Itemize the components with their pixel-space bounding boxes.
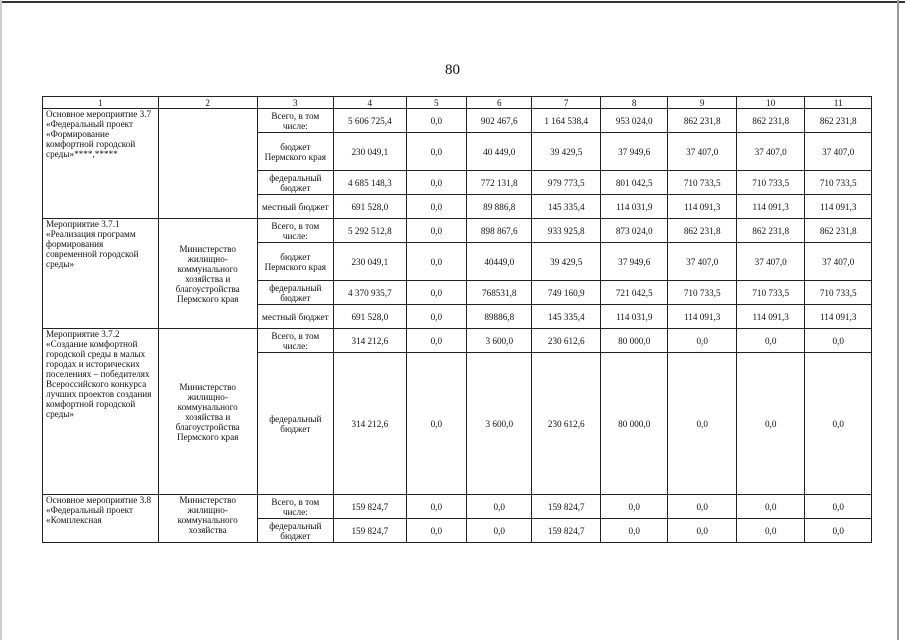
scan-top-border: [0, 1, 905, 3]
amount-cell: 89 886,8: [467, 195, 532, 219]
responsible-executor: [158, 109, 257, 219]
amount-cell: 0,0: [736, 329, 804, 353]
funding-source: Всего, в том числе:: [257, 495, 334, 519]
amount-cell: 0,0: [406, 133, 466, 171]
responsible-executor: Министерство жилищно-коммунального хозяйства и благоустройства Пермского края: [158, 329, 257, 495]
budget-table: [42, 96, 872, 543]
page-number: 80: [445, 62, 460, 78]
amount-cell: 710 733,5: [805, 281, 872, 305]
amount-cell: 0,0: [805, 329, 872, 353]
amount-cell: 0,0: [736, 519, 804, 543]
funding-source: федеральный бюджет: [257, 171, 334, 195]
amount-cell: 0,0: [406, 329, 466, 353]
funding-source: Всего, в том числе:: [257, 219, 334, 243]
amount-cell: 39 429,5: [532, 243, 600, 281]
amount-cell: 710 733,5: [805, 171, 872, 195]
amount-cell: 5 292 512,8: [334, 219, 407, 243]
table-row: [43, 495, 872, 519]
amount-cell: 89886,8: [467, 305, 532, 329]
header-cell: 2: [158, 97, 257, 109]
header-cell: 3: [257, 97, 334, 109]
amount-cell: 80 000,0: [600, 329, 667, 353]
amount-cell: 0,0: [600, 495, 667, 519]
amount-cell: 710 733,5: [668, 171, 736, 195]
header-cell: 10: [736, 97, 804, 109]
funding-source: федеральный бюджет: [257, 519, 334, 543]
amount-cell: 0,0: [600, 519, 667, 543]
amount-cell: 114 091,3: [668, 195, 736, 219]
amount-cell: 0,0: [406, 495, 466, 519]
amount-cell: 0,0: [467, 519, 532, 543]
scan-left-edge: [0, 0, 2, 640]
measure-name: Мероприятие 3.7.2 «Создание комфортной городской среды в малых городах и исторических поселениях – победителях Всероссийского конкурса лучших проектов создания комфортной городской среды»: [43, 329, 159, 495]
amount-cell: 37 407,0: [805, 133, 872, 171]
amount-cell: 114 091,3: [805, 305, 872, 329]
amount-cell: 39 429,5: [532, 133, 600, 171]
amount-cell: 0,0: [406, 281, 466, 305]
amount-cell: 40 449,0: [467, 133, 532, 171]
amount-cell: 862 231,8: [668, 109, 736, 133]
amount-cell: 0,0: [406, 109, 466, 133]
amount-cell: 40449,0: [467, 243, 532, 281]
header-cell: 5: [406, 97, 466, 109]
amount-cell: 953 024,0: [600, 109, 667, 133]
funding-source: Всего, в том числе:: [257, 329, 334, 353]
amount-cell: 768531,8: [467, 281, 532, 305]
amount-cell: 0,0: [406, 219, 466, 243]
header-cell: 6: [467, 97, 532, 109]
header-cell: 8: [600, 97, 667, 109]
amount-cell: 114 031,9: [600, 195, 667, 219]
amount-cell: 0,0: [406, 305, 466, 329]
amount-cell: 314 212,6: [334, 329, 407, 353]
amount-cell: 114 091,3: [668, 305, 736, 329]
amount-cell: 862 231,8: [736, 109, 804, 133]
amount-cell: 0,0: [406, 171, 466, 195]
funding-source: федеральный бюджет: [257, 281, 334, 305]
measure-name: Мероприятие 3.7.1 «Реализация программ формирования современной городской среды»: [43, 219, 159, 329]
amount-cell: 710 733,5: [736, 281, 804, 305]
amount-cell: 37 407,0: [668, 243, 736, 281]
amount-cell: 873 024,0: [600, 219, 667, 243]
amount-cell: 0,0: [668, 495, 736, 519]
amount-cell: 114 091,3: [805, 195, 872, 219]
funding-source: бюджет Пермского края: [257, 133, 334, 171]
amount-cell: 0,0: [736, 495, 804, 519]
header-cell: 11: [805, 97, 872, 109]
amount-cell: 0,0: [736, 353, 804, 495]
amount-cell: 0,0: [805, 353, 872, 495]
amount-cell: 159 824,7: [334, 495, 407, 519]
responsible-executor: Министерство жилищно-коммунального хозяйства: [158, 495, 257, 543]
table-row: [43, 219, 872, 243]
amount-cell: 114 091,3: [736, 305, 804, 329]
amount-cell: 230 049,1: [334, 133, 407, 171]
amount-cell: 37 407,0: [668, 133, 736, 171]
responsible-executor: Министерство жилищно-коммунального хозяйства и благоустройства Пермского края: [158, 219, 257, 329]
amount-cell: 4 370 935,7: [334, 281, 407, 305]
amount-cell: 4 685 148,3: [334, 171, 407, 195]
header-cell: 1: [43, 97, 159, 109]
amount-cell: 114 031,9: [600, 305, 667, 329]
scan-right-edge: [897, 0, 899, 640]
amount-cell: 979 773,5: [532, 171, 600, 195]
amount-cell: 230 612,6: [532, 353, 600, 495]
header-cell: 7: [532, 97, 600, 109]
funding-source: бюджет Пермского края: [257, 243, 334, 281]
amount-cell: 159 824,7: [532, 519, 600, 543]
amount-cell: 0,0: [406, 195, 466, 219]
amount-cell: 710 733,5: [736, 171, 804, 195]
amount-cell: 1 164 538,4: [532, 109, 600, 133]
amount-cell: 0,0: [406, 243, 466, 281]
amount-cell: 691 528,0: [334, 305, 407, 329]
header-row: [43, 97, 872, 109]
amount-cell: 0,0: [406, 519, 466, 543]
amount-cell: 0,0: [805, 495, 872, 519]
funding-source: Всего, в том числе:: [257, 109, 334, 133]
amount-cell: 159 824,7: [532, 495, 600, 519]
table-row: [43, 109, 872, 133]
amount-cell: 691 528,0: [334, 195, 407, 219]
funding-source: местный бюджет: [257, 195, 334, 219]
amount-cell: 37 407,0: [805, 243, 872, 281]
header-cell: 9: [668, 97, 736, 109]
amount-cell: 0,0: [668, 519, 736, 543]
measure-name: Основное мероприятие 3.8 «Федеральный проект «Комплексная: [43, 495, 159, 543]
amount-cell: 37 949,6: [600, 133, 667, 171]
amount-cell: 772 131,8: [467, 171, 532, 195]
amount-cell: 801 042,5: [600, 171, 667, 195]
funding-source: федеральный бюджет: [257, 353, 334, 495]
amount-cell: 145 335,4: [532, 195, 600, 219]
amount-cell: 37 407,0: [736, 243, 804, 281]
amount-cell: 0,0: [406, 353, 466, 495]
amount-cell: 862 231,8: [805, 219, 872, 243]
amount-cell: 37 407,0: [736, 133, 804, 171]
amount-cell: 145 335,4: [532, 305, 600, 329]
amount-cell: 0,0: [467, 495, 532, 519]
amount-cell: 0,0: [805, 519, 872, 543]
amount-cell: 862 231,8: [736, 219, 804, 243]
amount-cell: 0,0: [668, 329, 736, 353]
amount-cell: 114 091,3: [736, 195, 804, 219]
amount-cell: 902 467,6: [467, 109, 532, 133]
amount-cell: 0,0: [668, 353, 736, 495]
amount-cell: 3 600,0: [467, 353, 532, 495]
amount-cell: 721 042,5: [600, 281, 667, 305]
amount-cell: 3 600,0: [467, 329, 532, 353]
amount-cell: 159 824,7: [334, 519, 407, 543]
amount-cell: 37 949,6: [600, 243, 667, 281]
amount-cell: 862 231,8: [668, 219, 736, 243]
amount-cell: 5 606 725,4: [334, 109, 407, 133]
amount-cell: 933 925,8: [532, 219, 600, 243]
amount-cell: 749 160,9: [532, 281, 600, 305]
table-row: [43, 329, 872, 353]
amount-cell: 230 612,6: [532, 329, 600, 353]
funding-source: местный бюджет: [257, 305, 334, 329]
amount-cell: 80 000,0: [600, 353, 667, 495]
amount-cell: 230 049,1: [334, 243, 407, 281]
header-cell: 4: [334, 97, 407, 109]
amount-cell: 862 231,8: [805, 109, 872, 133]
measure-name: Основное мероприятие 3.7 «Федеральный проект «Формирование комфортной городской среды»****,*****: [43, 109, 159, 219]
amount-cell: 898 867,6: [467, 219, 532, 243]
amount-cell: 710 733,5: [668, 281, 736, 305]
amount-cell: 314 212,6: [334, 353, 407, 495]
